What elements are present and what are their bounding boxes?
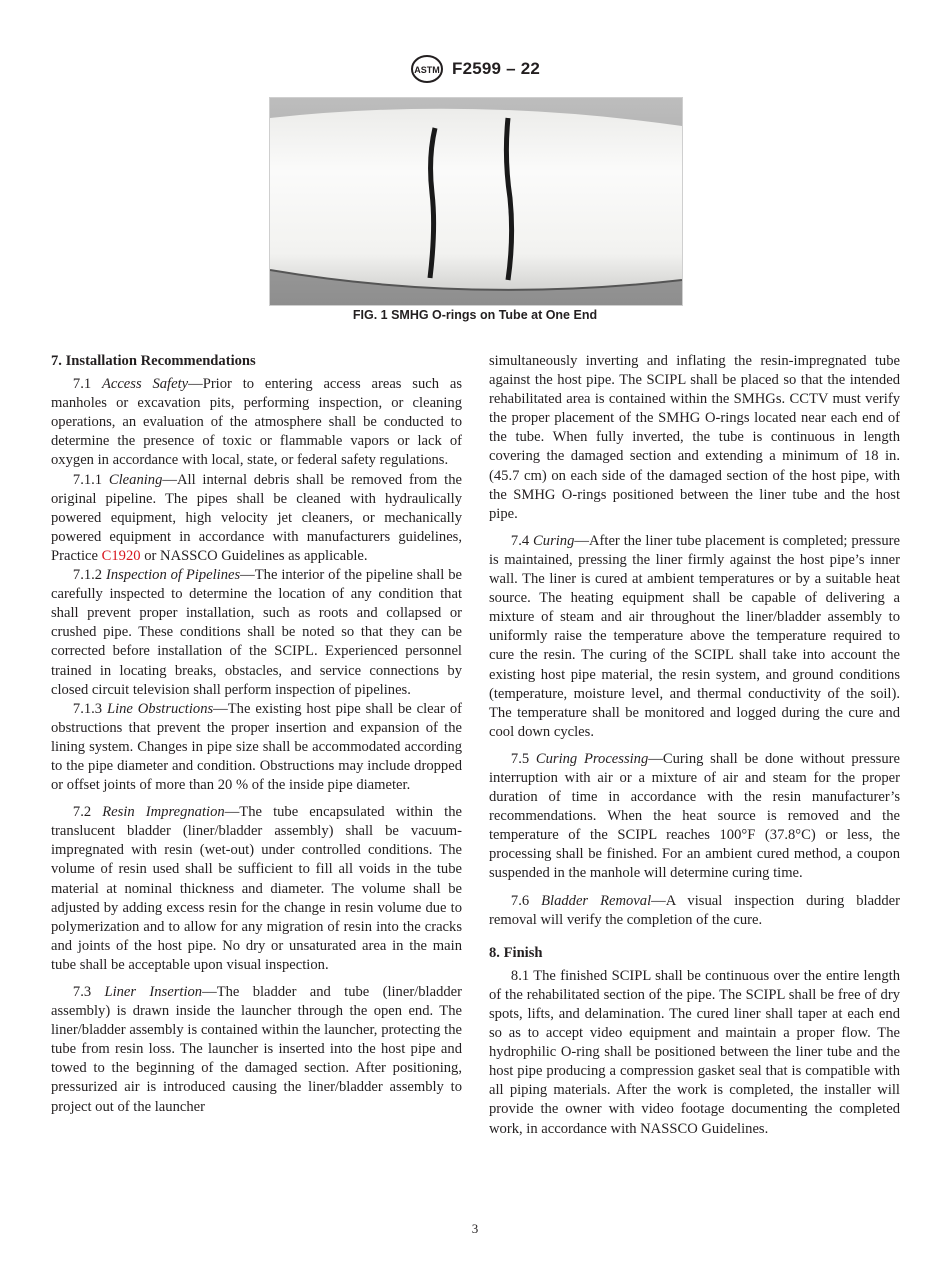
document-id: F2599 – 22: [451, 59, 540, 78]
page-header: [0, 54, 950, 84]
figure-photo: [269, 97, 683, 306]
para-title: Cleaning: [108, 471, 163, 488]
para-7-3-continued: simultaneously inverting and inflating the resin-impregnated tube against the host pipe. The SCIPL shall be placed so that the intended rehabilitated area is contained within the SMHGs. CCTV must verify the proper placement of the SMHG O-rings located near each end of the tube. When fully inverted, the tube is continuous in length covering the damaged section and extending a minimum of 18 in. (45.7 cm) on each side of the damaged section of the host pipe, with the SMHG O-rings positioned between the liner tube and the host pipe.: [489, 353, 900, 522]
para-text: —The bladder and tube (liner/bladder assembly) is drawn inside the launcher through the open end. The liner/bladder assembly is contained within the launcher, protecting the tube from resin loss. The launcher is inserted into the host pipe and towed to the beginning of the damaged section. After positioning, pressurized air is introduced causing the liner/bladder assembly to project out of the launcher: [51, 984, 463, 1115]
astm-logo-icon: [410, 54, 444, 84]
para-text: —The tube encapsulated within the translucent bladder (liner/bladder assembly) shall be vacuum-impregnated with resin (wet-out) under controlled conditions. The volume of resin used shall be sufficient to fill all voids in the tube material at nominal thickness and diameter. The volume shall be adjusted by adding excess resin for the change in resin volume due to polymerization and to allow for any migration of resin into the cracks and joints of the host pipe. No dry or unsaturated area in the main tube shall be acceptable upon visual inspection.: [51, 804, 463, 973]
para-text: —A visual inspection during bladder removal will verify the completion of the cure.: [489, 892, 900, 928]
para-7-3: [51, 983, 462, 1117]
para-title: Curing: [533, 532, 575, 549]
para-number: 7.4: [510, 532, 534, 549]
page-number: 3: [471, 1221, 479, 1236]
para-title: Resin Impregnation: [102, 804, 225, 821]
para-number: 7.1.3: [72, 700, 107, 717]
para-7-1-3: [51, 700, 462, 795]
para-8-1: 8.1 The finished SCIPL shall be continuous over the entire length of the rehabilitated section of the pipe. The SCIPL shall be free of dry spots, lifts, and delamination. The cured liner shall taper at each end so as to accept video equipment and maintain a proper flow. The hydrophilic O-ring shall be positioned between the liner tube and the host pipe producing a compression gasket seal that is compatible with all piping materials. After the work is completed, the installer will provide the owner with video footage documenting the completed work, in accordance with NASSCO Guidelines.: [489, 967, 900, 1137]
para-7-1: [51, 375, 462, 470]
section-7-title: 7. Installation Recommendations: [51, 353, 256, 369]
para-text: —After the liner tube placement is completed; pressure is maintained, pressing the liner firmly against the host pipe’s inner wall. The liner is cured at ambient temperatures or by a suitable heat source. The heating equipment shall be capable of delivering a mixture of steam and air throughout the liner/bladder assembly to uniformly raise the temperature above the temperature required to cure the resin. The curing of the SCIPL shall take into account the existing host pipe material, the resin system, and ground conditions (temperature, moisture level, and thermal conductivity of the soil). The temperature shall be monitored and logged during the cure and cool down cycles.: [489, 532, 900, 740]
para-text: —The interior of the pipeline shall be carefully inspected to determine the location of any condition that shall prevent proper installation, such as roots and collapsed or crushed pipe. These conditions shall be noted so that they can be corrected before installation of the SCIPL. Experienced personnel trained in locating breaks, obstacles, and service connections by closed circuit television shall perform inspection of pipelines.: [51, 567, 462, 698]
para-text: —Prior to entering access areas such as manholes or excavation pits, performing inspection, or cleaning operations, an evaluation of the atmosphere shall be conducted to determine the presence of toxic or flammable vapors or lack of oxygen in accordance with local, state, or federal safety regulations.: [51, 376, 462, 469]
para-title: Liner Insertion: [104, 984, 203, 1000]
para-7-6: [489, 892, 900, 930]
para-7-1-2: [51, 566, 462, 700]
figure-caption: FIG. 1 SMHG O-rings on Tube at One End: [352, 308, 598, 322]
para-number: 7.1: [72, 376, 102, 393]
para-number: 7.2: [72, 804, 103, 821]
section-8-title: 8. Finish: [489, 944, 543, 961]
para-number: 7.3: [72, 984, 105, 1000]
para-title: Curing Processing: [535, 750, 649, 767]
para-title: Access Safety: [101, 376, 189, 393]
para-title: Line Obstructions: [106, 700, 214, 717]
logo-text: ASTM: [414, 65, 440, 75]
para-7-2: [51, 803, 462, 975]
left-column: [51, 352, 462, 1117]
para-text: —All internal debris shall be removed from the original pipeline. The pipes shall be cleaned with hydraulically powered equipment, high velocity jet cleaners, or mechanically powered equipment in accordance with manufacturers guidelines, Practice: [51, 471, 462, 564]
para-title: Bladder Removal: [541, 892, 652, 909]
para-7-4: [489, 532, 900, 742]
para-number: 7.1.2: [72, 567, 106, 584]
tube-photo: [270, 98, 682, 305]
right-column: [489, 352, 900, 1139]
para-7-5: [489, 750, 900, 884]
para-number: 7.6: [510, 892, 542, 909]
practice-c1920-link[interactable]: C1920: [101, 547, 141, 564]
para-number: 7.1.1: [72, 471, 109, 488]
para-7-1-1: [51, 471, 462, 566]
para-number: 7.5: [510, 750, 536, 767]
para-title: Inspection of Pipelines: [105, 567, 241, 584]
para-text: —The existing host pipe shall be clear of obstructions that prevent the proper insertion and expansion of the lining system. Changes in pipe size shall be accommodated according to the pipe diameter and condition. Obstructions may include dropped or offset joints of more than 20 % of the inside pipe diameter.: [51, 700, 463, 794]
para-text: or NASSCO Guidelines as applicable.: [140, 547, 368, 564]
para-text: —Curing shall be done without pressure interruption with air or a mixture of air and steam for the proper duration of time in accordance with the resin manufacturer’s recommendations. When the heat source is removed and the temperature of the SCIPL reaches 100°F (37.8°C) or less, the processing shall be finished. For an ambient cured method, a coupon suspended in the manhole will determine curing time.: [489, 750, 900, 882]
